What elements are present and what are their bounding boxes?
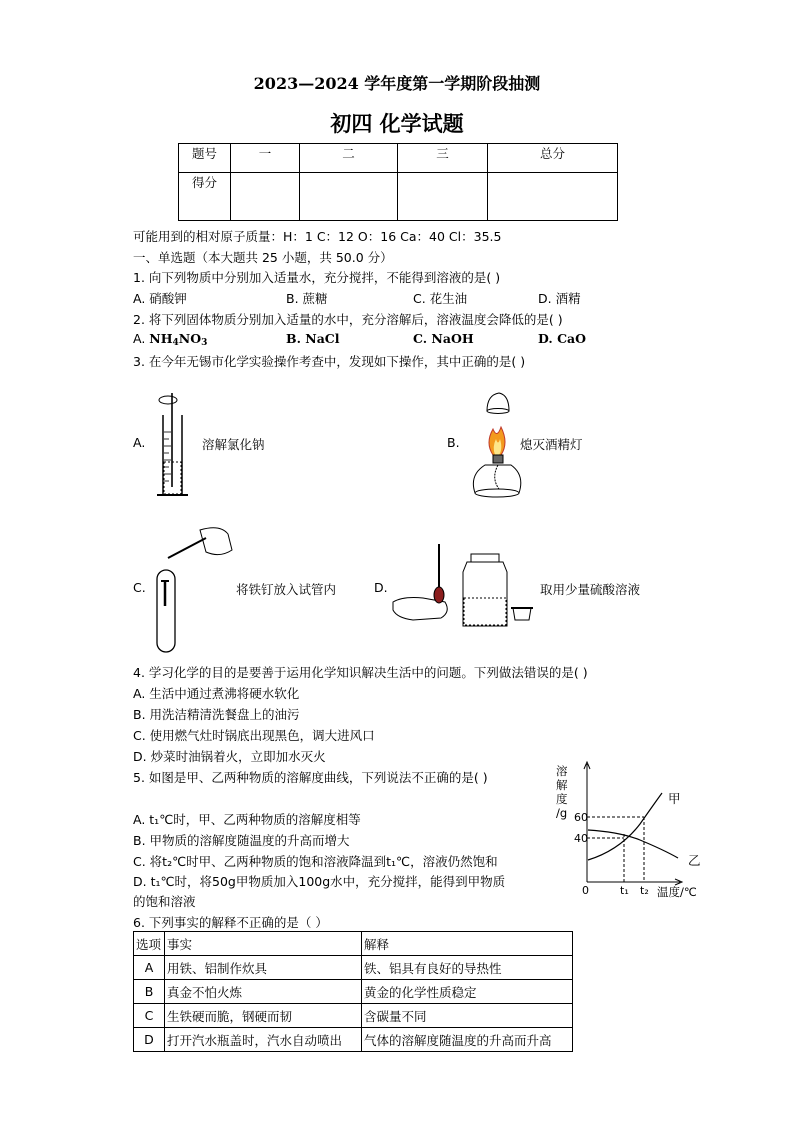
facts-cell-option: B [134, 980, 165, 1004]
graph-x-label: 温度/℃ [657, 885, 697, 899]
curve-label-yi: 乙 [688, 853, 701, 868]
atomic-mass-line: 可能用到的相对原子质量：H：1 C：12 O：16 Ca：40 Cl：35.5 [133, 229, 502, 244]
q3-option-b-text: 熄灭酒精灯 [520, 437, 583, 452]
facts-cell-fact: 真金不怕火炼 [165, 980, 362, 1004]
section-heading: 一、单选题（本大题共 25 小题，共 50.0 分） [133, 250, 393, 265]
q2-option-d: D. CaO [538, 331, 587, 346]
q4-option-c: C. 使用燃气灶时锅底出现黑色，调大进风口 [133, 728, 375, 743]
question-6-stem: 6. 下列事实的解释不正确的是（ ） [133, 915, 328, 930]
formula-part: NH [149, 331, 173, 346]
curve-yi [588, 830, 678, 858]
score-table [178, 143, 618, 221]
score-cell[interactable] [398, 173, 488, 221]
q3-option-d-text: 取用少量硫酸溶液 [540, 582, 641, 597]
formula-subscript: 4 [172, 338, 179, 348]
q5-option-d-cont: 的饱和溶液 [133, 894, 196, 909]
score-header-cell: 题号 [179, 144, 231, 173]
facts-cell-option: D [134, 1028, 165, 1052]
y-label-char: /g [556, 806, 568, 820]
question-1-stem: 1. 向下列物质中分别加入适量水，充分搅拌，不能得到溶液的是( ) [133, 270, 501, 285]
dropper-bottle-icon [393, 540, 543, 630]
alcohol-lamp-icon [463, 383, 523, 498]
y-tick-40: 40 [574, 832, 588, 845]
q3-option-c-text: 将铁钉放入试管内 [236, 582, 337, 597]
facts-header-explanation: 解释 [362, 932, 573, 956]
facts-cell-fact: 用铁、铝制作炊具 [165, 956, 362, 980]
question-2-stem: 2. 将下列固体物质分别加入适量的水中，充分溶解后，溶液温度会降低的是( ) [133, 312, 563, 327]
q5-option-b: B. 甲物质的溶解度随温度的升高而增大 [133, 833, 350, 848]
q4-option-d: D. 炒菜时油锅着火，立即加水灭火 [133, 749, 326, 764]
x-tick-t2: t₂ [640, 884, 649, 897]
facts-cell-explanation: 气体的溶解度随温度的升高而升高 [362, 1028, 573, 1052]
curve-jia [588, 793, 662, 860]
score-header-cell: 三 [398, 144, 488, 173]
facts-cell-explanation: 含碳量不同 [362, 1004, 573, 1028]
graph-origin: 0 [582, 884, 589, 897]
facts-cell-option: A [134, 956, 165, 980]
q5-option-d: D. t₁℃时，将50g甲物质加入100g水中，充分搅拌，能得到甲物质 [133, 874, 506, 889]
facts-header-fact: 事实 [165, 932, 362, 956]
table-row [134, 1004, 573, 1028]
q2-option-b: B. NaCl [286, 331, 340, 346]
facts-cell-explanation: 黄金的化学性质稳定 [362, 980, 573, 1004]
score-cell[interactable] [231, 173, 300, 221]
facts-cell-fact: 打开汽水瓶盖时，汽水自动喷出 [165, 1028, 362, 1052]
q5-option-c: C. 将t₂℃时甲、乙两种物质的饱和溶液降温到t₁℃，溶液仍然饱和 [133, 854, 498, 869]
y-label-char: 解 [556, 778, 568, 792]
score-header-cell: 二 [300, 144, 398, 173]
score-row-label: 得分 [179, 173, 231, 221]
q3-option-a-letter: A. [133, 435, 146, 450]
q4-option-a: A. 生活中通过煮沸将硬水软化 [133, 686, 300, 701]
q2-option-a [133, 331, 207, 348]
facts-cell-fact: 生铁硬而脆，钢硬而韧 [165, 1004, 362, 1028]
facts-table [133, 931, 573, 1052]
test-tube-nail-icon [150, 518, 240, 658]
score-header-cell: 一 [231, 144, 300, 173]
q3-option-d-letter: D. [374, 580, 388, 595]
q2-option-c: C. NaOH [413, 331, 474, 346]
q3-option-b-letter: B. [447, 435, 460, 450]
y-label-char: 溶 [556, 764, 568, 778]
facts-cell-explanation: 铁、铝具有良好的导热性 [362, 956, 573, 980]
table-row [134, 956, 573, 980]
graduated-cylinder-icon [150, 387, 200, 502]
table-row [134, 980, 573, 1004]
question-5-stem: 5. 如图是甲、乙两种物质的溶解度曲线，下列说法不正确的是( ) [133, 770, 488, 785]
solubility-graph [580, 760, 700, 890]
facts-cell-option: C [134, 1004, 165, 1028]
q1-option-d: D. 酒精 [538, 291, 581, 306]
question-3-stem: 3. 在今年无锡市化学实验操作考查中，发现如下操作，其中正确的是( ) [133, 354, 526, 369]
score-cell[interactable] [300, 173, 398, 221]
q1-option-b: B. 蔗糖 [286, 291, 328, 306]
score-header-cell: 总分 [488, 144, 618, 173]
exam-subtitle: 初四 化学试题 [330, 111, 464, 136]
formula-part: NO [178, 331, 202, 346]
q5-option-a: A. t₁℃时，甲、乙两种物质的溶解度相等 [133, 812, 361, 827]
q3-option-a-text: 溶解氯化钠 [202, 437, 265, 452]
curve-label-jia: 甲 [668, 791, 681, 806]
x-tick-t1: t₁ [620, 884, 629, 897]
y-tick-60: 60 [574, 811, 588, 824]
q2-option-a-letter: A. [133, 331, 150, 346]
score-cell[interactable] [488, 173, 618, 221]
y-label-char: 度 [556, 792, 568, 806]
q1-option-c: C. 花生油 [413, 291, 468, 306]
table-row [134, 1028, 573, 1052]
q1-option-a: A. 硝酸钾 [133, 291, 187, 306]
q4-option-b: B. 用洗洁精清洗餐盘上的油污 [133, 707, 300, 722]
exam-title: 2023—2024 学年度第一学期阶段抽测 [253, 74, 541, 93]
formula-subscript: 3 [201, 338, 208, 348]
facts-header-option: 选项 [134, 932, 165, 956]
graph-y-label [556, 764, 572, 820]
q3-option-c-letter: C. [133, 580, 146, 595]
question-4-stem: 4. 学习化学的目的是要善于运用化学知识解决生活中的问题。下列做法错误的是( ) [133, 665, 588, 680]
